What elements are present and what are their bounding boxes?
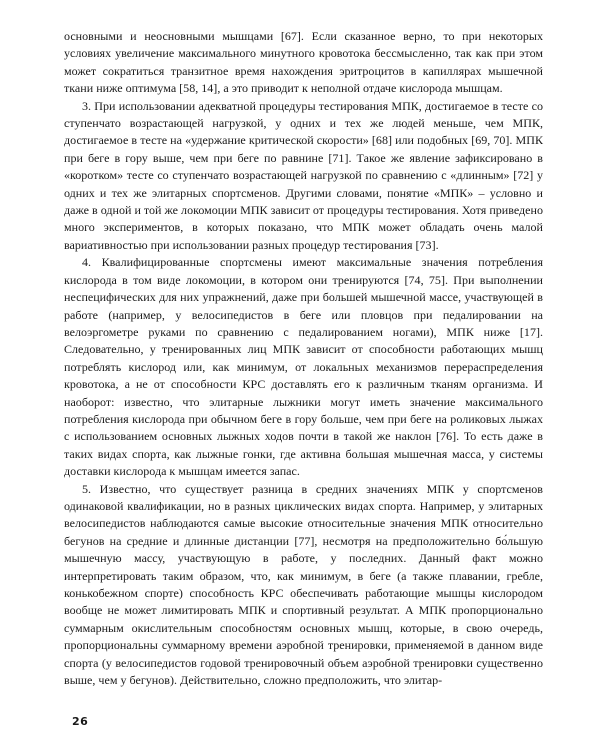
paragraph-point-4: 4. Квалифицированные спортсмены имеют максимальные значения потребления кислорода в том виде локомоции, в котором они тренируются [74, 75]. При выполнении неспецифических для них упражнений, даже при большей мышечной массе, участвующей в работе (например, у велосипедистов в беге или пловцов при педалировании на велоэргометре руками по сравнению с педалированием ногами), МПК ниже [17]. Следовательно, у тренированных лиц МПК зависит от способности работающих мышц потреблять кислород или, как минимум, от локальных механизмов перераспределения кровотока, а не от способности КРС доставлять его к различным тканям организма. И наоборот: известно, что элитарные лыжники могут иметь значение максимального потребления кислорода при обычном беге в гору больше, чем при беге на роликовых лыжах с использованием основных лыжных ходов почти в такой же наклон [76]. То есть даже в таких видах спорта, как лыжные гонки, где активна большая мышечная масса, у системы доставки кислорода к мышцам имеется запас. bbox=[64, 255, 543, 479]
page-body bbox=[64, 28, 543, 689]
paragraph-point-5: 5. Известно, что существует разница в средних значениях МПК у спортсменов одинаковой квалификации, но в разных циклических видах спорта. Например, у элитарных велосипедистов наблюдаются самые высокие относительные значения МПК относительно бегунов на средние и длинные дистанции [77], несмотря на предположительно бо́льшую мышечную массу, участвующую в работе, у последних. Данный факт можно интерпретировать таким образом, что, как минимум, в беге (а также плавании, гребле, конькобежном спорте) способность КРС обеспечивать работающие мышцы кислородом вообще не может лимитировать МПК и спортивный результат. А МПК пропорционально суммарным окислительным способностям основных мышц, которые, в свою очередь, пропорциональны суммарному времени аэробной тренировки, применяемой в данном виде спорта (у велосипедистов годовой тренировочный объем аэробной тренировки существенно выше, чем у бегунов). Действительно, сложно предположить, что элитар- bbox=[64, 481, 543, 688]
page-number: 26 bbox=[72, 715, 89, 728]
paragraph-point-3: 3. При использовании адекватной процедуры тестирования МПК, достигаемое в тесте со ступенчато возрастающей нагрузкой, у одних и тех же людей меньше, чем МПК, достигаемое в тесте на «удержание критической скорости» [68] или подобных [69, 70]. МПК при беге в гору выше, чем при беге по равнине [71]. Такое же явление зафиксировано в «коротком» тесте со ступенчато возрастающей нагрузкой по сравнению с «длинным» [72] у одних и тех же элитарных спортсменов. Другими словами, понятие «МПК» – условно и даже в одной и той же локомоции МПК зависит от процедуры тестирования. Хотя приведено много экспериментов, в которых показано, что МПК может обладать очень малой вариативностью при использовании разных процедур тестирования [73]. bbox=[64, 98, 543, 252]
paragraph-continuation: основными и неосновными мышцами [67]. Если сказанное верно, то при некоторых условиях увеличение максимального минутного кровотока бессмысленно, так как при этом может сократиться транзитное время нахождения эритроцитов в капиллярах мышечной ткани ниже оптимума [58, 14], а это приводит к неполной отдаче кислорода мышцам. bbox=[64, 29, 543, 96]
